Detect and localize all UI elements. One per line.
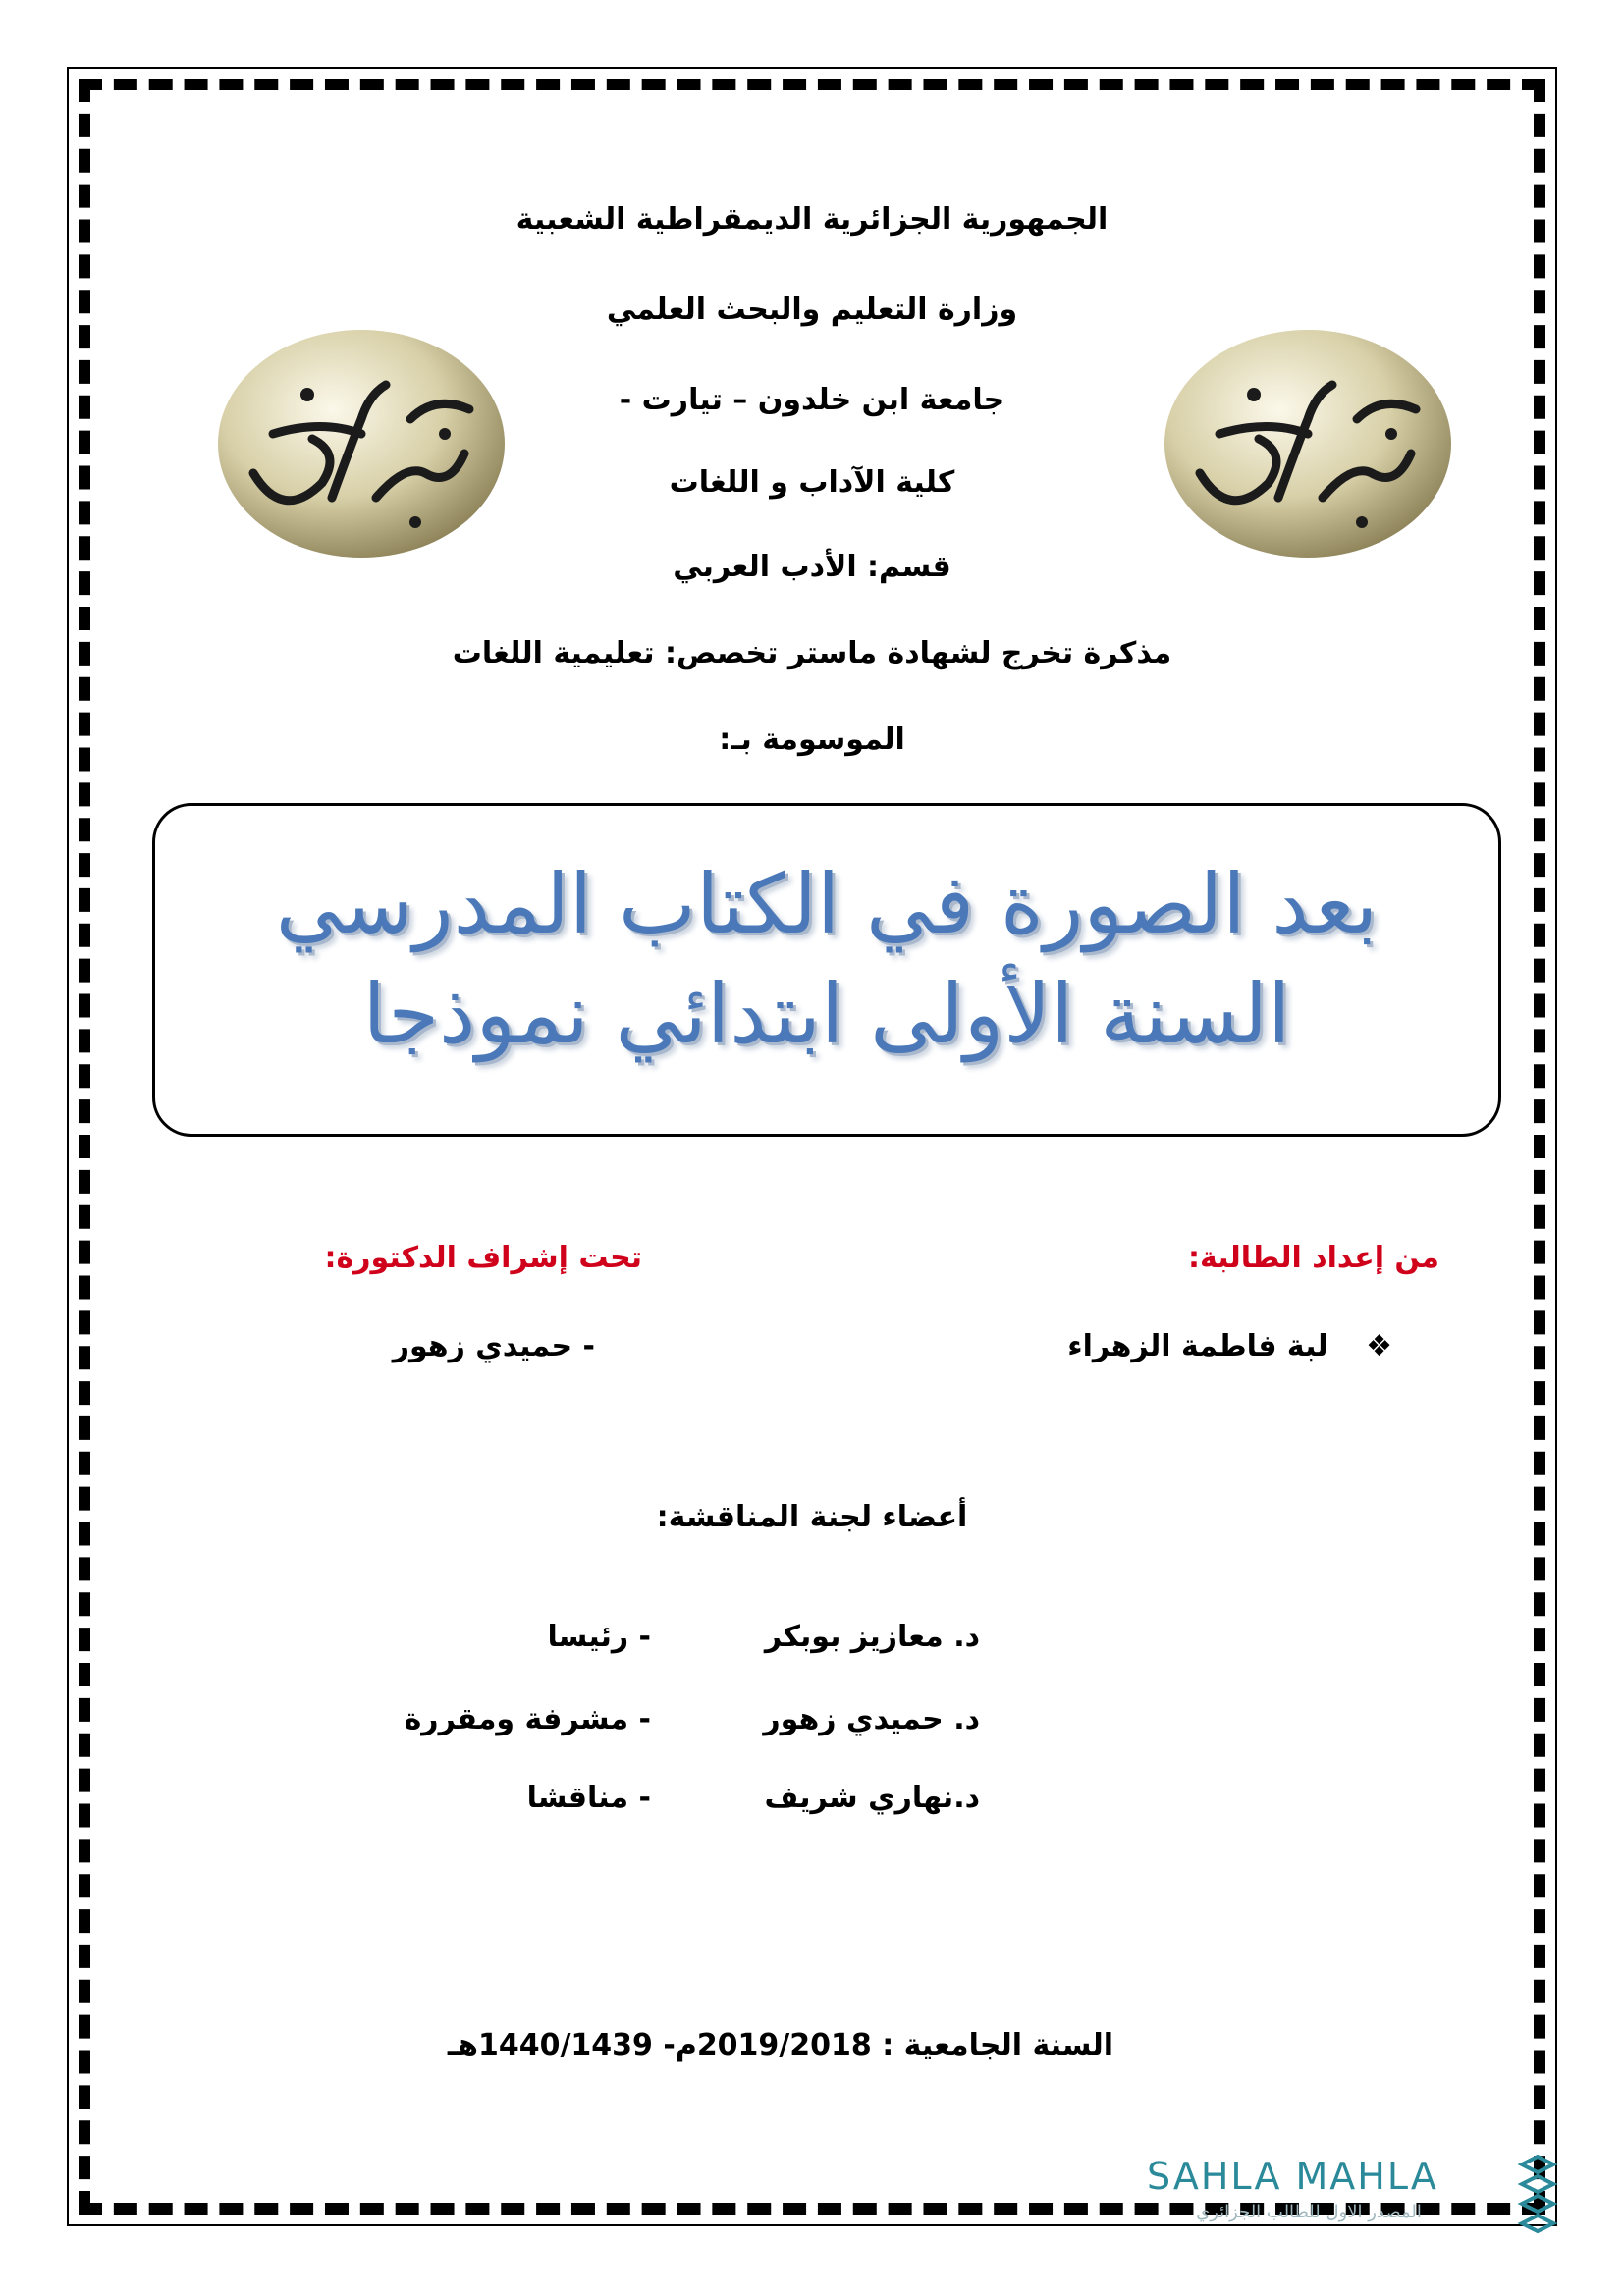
student-name-text: لبة فاطمة الزهراء — [1067, 1329, 1328, 1363]
committee-member-name: د. حميدي زهور — [763, 1702, 980, 1736]
university-seal-left-icon — [214, 326, 509, 561]
committee-member-name: د. معازيز بوبكر — [764, 1620, 980, 1654]
ministry-heading: وزارة التعليم والبحث العلمي — [606, 293, 1018, 327]
thesis-type-heading: مذكرة تخرج لشهادة ماستر تخصص: تعليمية اللغات — [452, 636, 1172, 670]
committee-label: أعضاء لجنة المناقشة: — [656, 1500, 968, 1534]
thesis-title-line-1: بعد الصورة في الكتاب المدرسي — [275, 856, 1379, 952]
faculty-heading: كلية الآداب و اللغات — [669, 465, 955, 500]
thesis-title-box — [152, 803, 1501, 1137]
student-label: من إعداد الطالبة: — [1188, 1241, 1439, 1275]
committee-member-role: - رئيسا — [547, 1620, 651, 1654]
university-seal-right-icon — [1161, 326, 1455, 561]
committee-member-role: - مشرفة ومقررة — [404, 1702, 651, 1736]
supervisor-label: تحت إشراف الدكتورة: — [324, 1241, 642, 1275]
committee-member — [293, 1702, 980, 1741]
university-heading: جامعة ابن خلدون – تيارت - — [619, 383, 1005, 417]
supervisor-name: - حميدي زهور — [392, 1329, 595, 1363]
bullet-icon: ❖ — [1366, 1329, 1392, 1363]
student-name — [1067, 1329, 1392, 1363]
watermark-tagline: المصدر الاول للطالب الجزائري — [1196, 2202, 1422, 2222]
department-heading: قسم: الأدب العربي — [673, 550, 951, 584]
committee-member — [293, 1781, 980, 1820]
republic-heading: الجمهورية الجزائرية الديمقراطية الشعبية — [515, 202, 1109, 237]
thesis-title-line-2: السنة الأولى ابتدائي نموذجا — [362, 966, 1291, 1062]
watermark-logo-icon — [1516, 2155, 1559, 2243]
committee-member-name: د.نهاري شريف — [764, 1781, 980, 1815]
sahla-mahla-watermark — [1147, 2155, 1559, 2253]
committee-member-role: - مناقشا — [526, 1781, 651, 1815]
watermark-brand: SAHLA MAHLA — [1147, 2155, 1438, 2198]
titled-heading: الموسومة بـ: — [719, 722, 905, 757]
committee-member — [293, 1620, 980, 1659]
academic-year: السنة الجامعية : 2019/2018م- 1440/1439هـ — [447, 2028, 1113, 2062]
